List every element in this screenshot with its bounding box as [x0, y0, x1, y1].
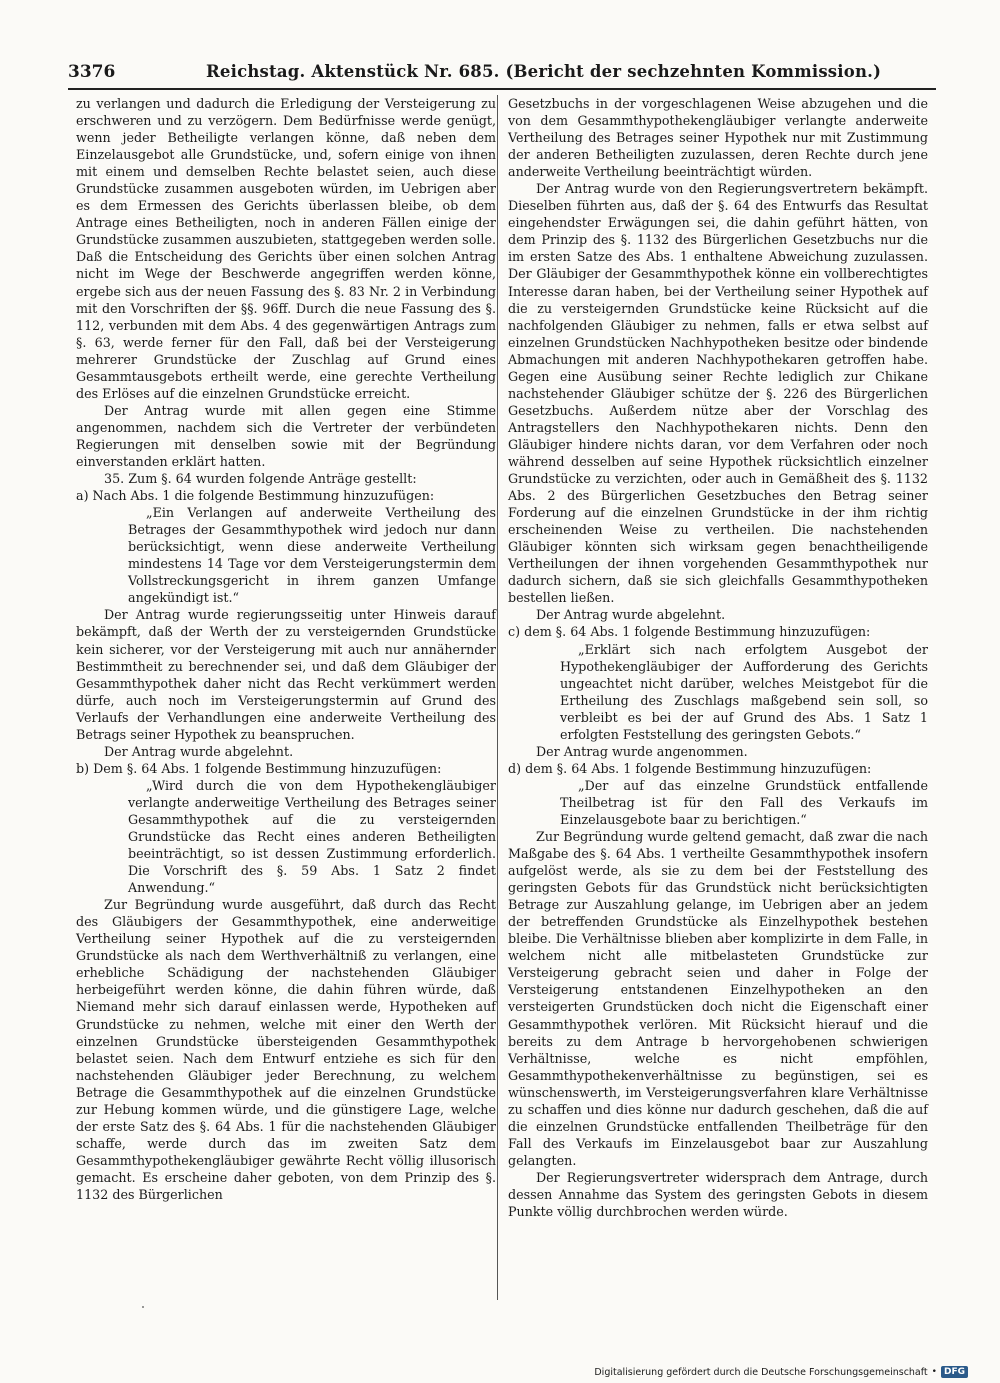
- column-divider: [497, 95, 498, 1300]
- list-item: d) dem §. 64 Abs. 1 folgende Bestimmung hinzuzufügen:: [508, 760, 872, 776]
- paragraph: Der Antrag wurde mit allen gegen eine Stimme angenommen, nachdem sich die Vertreter der verbündeten Regierungen mit denselben sowie mit der Begründung einverstanden erklärt hatten.: [76, 402, 496, 469]
- block-quote: „Wird durch die von dem Hypothekengläubiger verlangte anderweitige Vertheilung des Betrages seiner Gesammthypothek auf die zu versteigernden Grundstücke das Recht eines anderen Betheiligten beeinträchtigt, so ist dessen Zustimmung erforderlich. Die Vorschrift des §. 59 Abs. 1 Satz 2 findet Anwendung.“: [128, 777, 496, 896]
- digitization-footer: [594, 1364, 968, 1380]
- header-rule: [68, 88, 936, 90]
- block-quote: „Erklärt sich nach erfolgtem Ausgebot der Hypothekengläubiger der Aufforderung des Gerichts ungeachtet nicht darüber, welches Meistgebot für die Ertheilung des Zuschlags maßgebend sein soll, so verbleibt es bei der auf Grund des Abs. 1 Satz 1 erfolgten Feststellung des geringsten Gebots.“: [560, 641, 928, 742]
- list-item: b) Dem §. 64 Abs. 1 folgende Bestimmung hinzuzufügen:: [76, 760, 442, 776]
- paragraph: Gesetzbuchs in der vorgeschlagenen Weise abzugehen und die von dem Gesammthypothekengläubiger verlangte anderweite Vertheilung des Betrages seiner Hypothek nur mit Zustimmung der anderen Betheiligten zuzulassen, deren Rechte durch jene anderweite Vertheilung beeinträchtigt würden.: [508, 96, 928, 180]
- block-quote: „Ein Verlangen auf anderweite Vertheilung des Betrages der Gesammthypothek wird jedoch nur dann berücksichtigt, wenn diese anderweite Vertheilung mindestens 14 Tage vor dem Versteigerungstermin dem Vollstreckungsgericht in ihrem ganzen Umfange angekündigt ist.“: [128, 505, 496, 606]
- page-number: 3376: [68, 62, 116, 82]
- paragraph: Zur Begründung wurde geltend gemacht, daß zwar die nach Maßgabe des §. 64 Abs. 1 vertheilte Gesammthypothek insofern aufgelöst werde, als sie zu dem bei der Feststellung des geringsten Gebots für das Grundstück nicht berücksichtigten Betrage zur Auszahlung gelange, im Uebrigen aber an jedem der betreffenden Grundstücke als Einzelhypothek bestehen bleibe. Die Verhältnisse blieben aber komplizirte in dem Falle, in welchem nicht alle mitbelasteten Grundstücke zur Versteigerung gebracht seien und daher in Folge der Versteigerung entstandenen Einzelhypotheken an den versteigerten Grundstücken doch nicht die Eigenschaft einer Gesammthypothek verlören. Mit Rücksicht hierauf und die bereits zu dem Antrage b hervorgehobenen schwierigen Verhältnisse, welche es nicht empföhlen, Gesammthypothekenverhältnisse zu begünstigen, sei es wünschenswerth, im Versteigerungsverfahren klare Verhältnisse zu schaffen und dies könne nur dadurch geschehen, daß die auf die einzelnen Grundstücke entfallenden Theilbeträge für den Fall des Verkaufs im Einzelausgebot baar zur Auszahlung gelangten.: [508, 829, 928, 1168]
- paragraph: Der Antrag wurde abgelehnt.: [536, 607, 726, 623]
- scan-speck: [142, 1306, 144, 1308]
- running-title: Reichstag. Aktenstück Nr. 685. (Bericht der sechzehnten Kommission.): [206, 62, 882, 81]
- paragraph: Zur Begründung wurde ausgeführt, daß durch das Recht des Gläubigers der Gesammthypothek, eine anderweitige Vertheilung seiner Hypothek auf die zu versteigernden Grundstücke als nach dem Werthverhältniß zu verlangen, eine erhebliche Schädigung der nachstehenden Gläubiger herbeigeführt werden könne, die dahin führen würde, daß Niemand mehr sich darauf einlassen werde, Hypotheken auf Grundstücke zu nehmen, welche mit einer den Werth der einzelnen Grundstücke übersteigenden Gesammthypothek belastet seien. Nach dem Entwurf entziehe es sich für den nachstehenden Gläubiger jeder Berechnung, zu welchem Betrage die Gesammthypothek auf die einzelnen Grundstücke zur Hebung kommen würde, und die günstigere Lage, welche der erste Satz des §. 64 Abs. 1 für die nachstehenden Gläubiger schaffe, werde durch das im zweiten Satz dem Gesammthypothekengläubiger gewährte Recht völlig illusorisch gemacht. Es erscheine daher geboten, von dem Prinzip des §. 1132 des Bürgerlichen: [76, 897, 496, 1202]
- footer-separator: •: [931, 1367, 937, 1377]
- paragraph: Der Antrag wurde regierungsseitig unter Hinweis darauf bekämpft, daß der Werth der zu versteigernden Grundstücke kein sicherer, vor der Versteigerung mit auch nur annähernder Bestimmtheit zu berechnender sei, und daß dem Gläubiger der Gesammthypothek daher nicht das Recht verkümmert werden dürfe, auch noch im Versteigerungstermin auf Grund des Verlaufs der Verhandlungen eine anderweite Vertheilung des Betrags seiner Hypothek zu beanspruchen.: [76, 607, 496, 742]
- list-item: c) dem §. 64 Abs. 1 folgende Bestimmung hinzuzufügen:: [508, 624, 871, 640]
- paragraph: zu verlangen und dadurch die Erledigung der Versteigerung zu erschweren und zu verzögern. Dem Bedürfnisse werde genügt, wenn jeder Betheiligte verlangen könne, daß neben dem Einzelausgebot alle Grundstücke, und, sofern einige von ihnen mit einem und demselben Rechte belastet seien, auch diese Grundstücke zusammen ausgeboten würden, im Uebrigen aber es dem Ermessen des Gerichts überlassen bleibe, ob dem Antrage eines Betheiligten, noch in anderen Fällen einige der Grundstücke zusammen auszubieten, stattgegeben werden solle. Daß die Entscheidung des Gerichts über einen solchen Antrag nicht im Wege der Beschwerde angegriffen werden könne, ergebe sich aus der neuen Fassung des §. 83 Nr. 2 in Verbindung mit den Vorschriften der §§. 96ff. Durch die neue Fassung des §. 112, verbunden mit dem Abs. 4 des gegenwärtigen Antrags zum §. 63, werde ferner für den Fall, daß bei der Versteigerung mehrerer Grundstücke der Zuschlag auf Grund eines Gesammtausgebots ertheilt werde, eine gerechte Vertheilung des Erlöses auf die einzelnen Grundstücke erreicht.: [76, 96, 496, 401]
- block-quote: „Der auf das einzelne Grundstück entfallende Theilbetrag ist für den Fall des Verkaufs im Einzelausgebote baar zu berichtigen.“: [560, 777, 928, 827]
- footer-credit: Digitalisierung gefördert durch die Deutsche Forschungsgemeinschaft: [594, 1366, 928, 1378]
- left-column: [76, 95, 496, 1203]
- section-heading: 35. Zum §. 64 wurden folgende Anträge gestellt:: [104, 471, 417, 487]
- paragraph: Der Antrag wurde abgelehnt.: [104, 743, 294, 759]
- paragraph: Der Antrag wurde angenommen.: [536, 743, 748, 759]
- list-item: a) Nach Abs. 1 die folgende Bestimmung hinzuzufügen:: [76, 488, 435, 504]
- dfg-logo-icon: DFG: [941, 1366, 968, 1378]
- paragraph: Der Antrag wurde von den Regierungsvertretern bekämpft. Dieselben führten aus, daß der §. 64 des Entwurfs das Resultat eingehendster Erwägungen sei, die dahin geführt hätten, von dem Prinzip des §. 1132 des Bürgerlichen Gesetzbuchs nur die im ersten Satze des Abs. 1 enthaltene Abweichung zuzulassen. Der Gläubiger der Gesammthypothek könne ein vollberechtigtes Interesse daran haben, bei der Vertheilung seiner Hypothek auf die zu versteigernden Grundstücke keine Rücksicht auf die nachfolgenden Gläubiger zu nehmen, falls er etwa selbst auf einzelnen Grundstücken Nachhypotheken besitze oder bindende Abmachungen mit anderen Nachhypothekaren getroffen habe. Gegen eine Ausübung seiner Rechte lediglich zur Chikane nachstehender Gläubiger schütze der §. 226 des Bürgerlichen Gesetzbuchs. Außerdem nütze aber der Vorschlag des Antragstellers den Nachhypothekaren nichts. Denn den Gläubiger hindere nichts daran, vor dem Verfahren oder noch während desselben auf seine Hypothek rücksichtlich einzelner Grundstücke zu verzichten, oder auch in Gemäßheit des §. 1132 Abs. 2 des Bürgerlichen Gesetzbuches den Betrag seiner Forderung auf die einzelnen Grundstücke in der ihm richtig erscheinenden Weise zu vertheilen. Die nachstehenden Gläubiger könnten sich wirksam gegen benachtheiligende Vertheilungen der ihnen vorgehenden Gesammthypothek nur dadurch sichern, daß sie sich gleichfalls Gesammthypotheken bestellen ließen.: [508, 181, 928, 606]
- paragraph: Der Regierungsvertreter widersprach dem Antrage, durch dessen Annahme das System des geringsten Gebots in diesem Punkte völlig durchbrochen werden würde.: [508, 1169, 928, 1220]
- right-column: [508, 95, 928, 1220]
- running-header: [68, 60, 936, 86]
